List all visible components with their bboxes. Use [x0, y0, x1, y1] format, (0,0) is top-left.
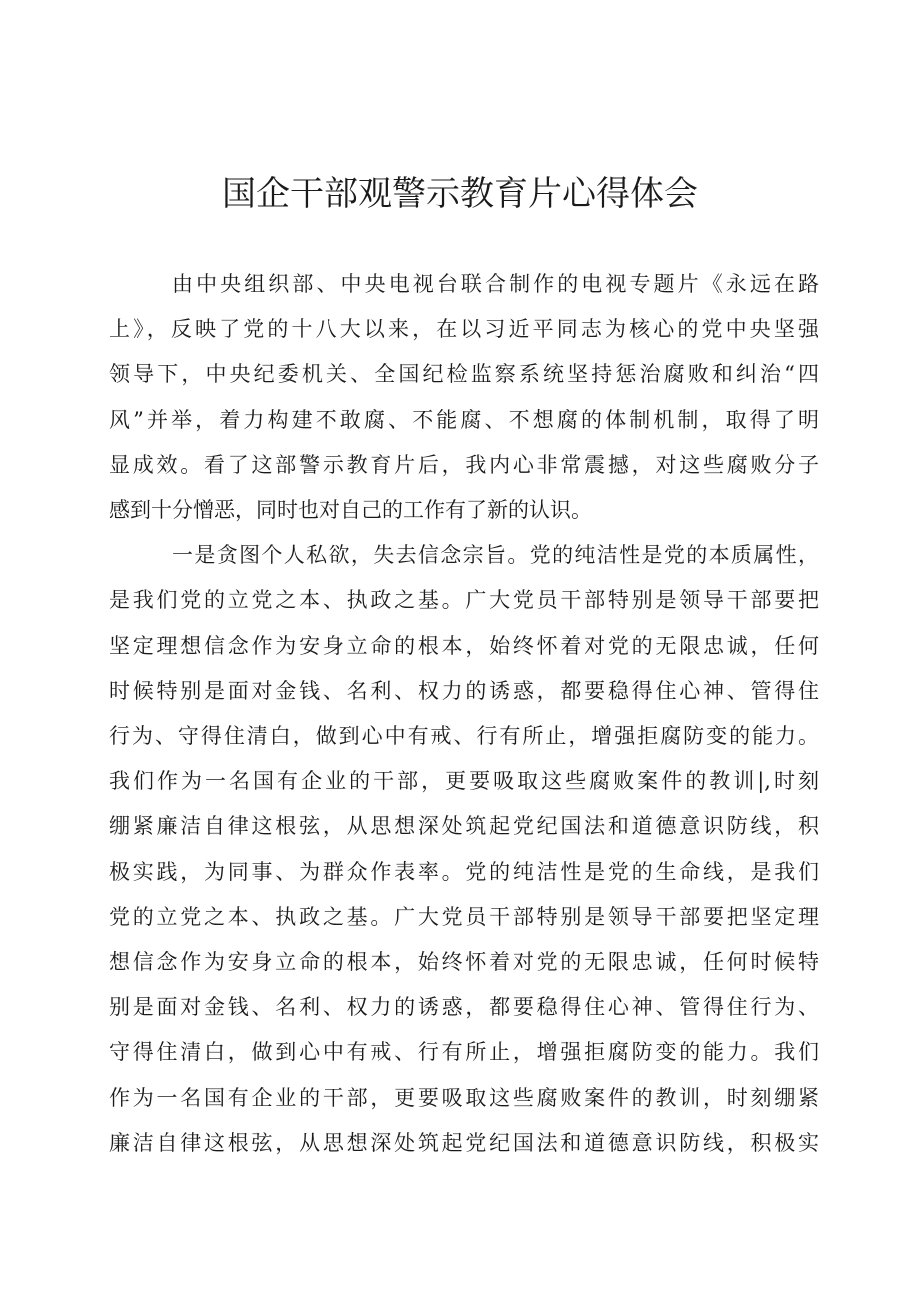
text-line: 想信念作为安身立命的根本，始终怀着对党的无限忠诚，任何时候特 — [109, 950, 819, 975]
text-line: 别是面对金钱、名利、权力的诱惑，都要稳得住心神、管得住行为、 — [109, 995, 819, 1020]
text-line: 绷紧廉洁自律这根弦，从思想深处筑起党纪国法和道德意识防线，积 — [109, 814, 819, 839]
paragraph-intro — [109, 262, 819, 533]
paragraph-point-one — [109, 533, 819, 1166]
text-line: 极实践，为同事、为群众作表率。党的纯洁性是党的生命线，是我们 — [109, 859, 819, 884]
document-title: 国企干部观警示教育片心得体会 — [222, 174, 698, 214]
text-line: 我们作为一名国有企业的干部，更要吸取这些腐败案件的教训|,时刻 — [109, 769, 819, 794]
text-line: 廉洁自律这根弦，从思想深处筑起党纪国法和道德意识防线，积极实 — [109, 1130, 819, 1155]
document-body — [109, 262, 819, 1166]
text-line: 由中央组织部、中央电视台联合制作的电视专题片《永远在路 — [172, 272, 819, 296]
text-line: 行为、守得住清白，做到心中有戒、行有所止，增强拒腐防变的能力。 — [109, 724, 819, 749]
text-line: 是我们党的立党之本、执政之基。广大党员干部特别是领导干部要把 — [109, 588, 819, 613]
text-line: 领导下，中央纪委机关、全国纪检监察系统坚持惩治腐败和纠治“四 — [109, 362, 819, 387]
text-line: 作为一名国有企业的干部，更要吸取这些腐败案件的教训，时刻绷紧 — [109, 1085, 819, 1110]
text-line: 显成效。看了这部警示教育片后，我内心非常震撼，对这些腐败分子 — [109, 452, 819, 477]
text-line: 感到十分憎恶，同时也对自己的工作有了新的认识。 — [109, 498, 592, 523]
text-line: 时候特别是面对金钱、名利、权力的诱惑，都要稳得住心神、管得住 — [109, 678, 819, 703]
text-line: 坚定理想信念作为安身立命的根本，始终怀着对党的无限忠诚，任何 — [109, 633, 819, 658]
text-line: 风”并举，着力构建不敢腐、不能腐、不想腐的体制机制，取得了明 — [109, 407, 819, 432]
text-line: 党的立党之本、执政之基。广大党员干部特别是领导干部要把坚定理 — [109, 904, 819, 929]
text-line: 上》，反映了党的十八大以来，在以习近平同志为核心的党中央坚强 — [109, 317, 819, 342]
text-line: 守得住清白，做到心中有戒、行有所止，增强拒腐防变的能力。我们 — [109, 1040, 819, 1065]
text-line: 一是贪图个人私欲，失去信念宗旨。党的纯洁性是党的本质属性， — [172, 543, 819, 568]
